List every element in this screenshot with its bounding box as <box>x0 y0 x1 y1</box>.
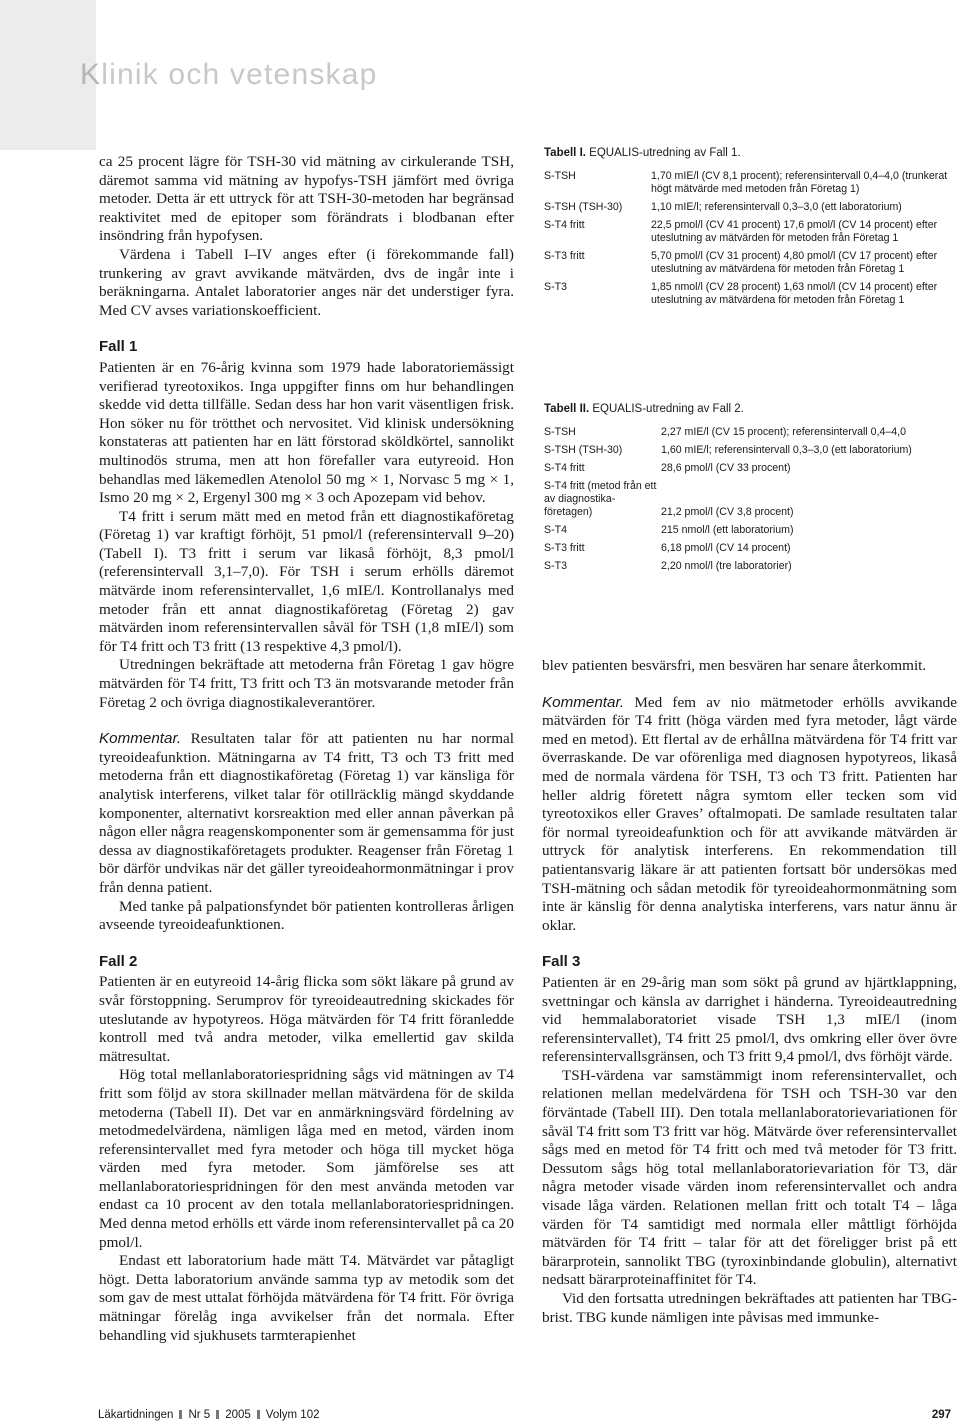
paragraph: Hög total mellanlaboratoriespridning sågs vid mätningen av T4 fritt som följd av stora skillnader mellan mätvärdena för de skilda metoderna (Tabell II). Det var en anmärkningsvärd fördelning av metodmedelvärdena, nämligen låga med en metod, värden inom referensintervallet med fyra metoder och höga till mycket höga värden med fyra metoder. Som jämförelse ses att mellanlaboratoriespridningen för den mest använda metoden var endast ca 10 procent av den totala mellanlaboratoriespridningen. Med denna metod erhölls ett värde inom referensintervallet på ca 20 pmol/l. <box>99 1066 514 1251</box>
right-column <box>542 657 957 1327</box>
table-row <box>544 219 954 245</box>
paragraph: Endast ett laboratorium hade mätt T4. Mätvärdet var påtagligt högt. Detta laboratorium använde samma typ av metodik som det som gav de mest uttalat förhöjda mätvärdena för T4 fritt. För övriga mätningar förelåg inga avvikelser från det normala. Efter behandling vid sjukhusets tarmterapienhet <box>99 1252 514 1344</box>
kommentar-label: Kommentar. <box>99 730 182 748</box>
table-key: S-TSH (TSH-30) <box>544 201 623 213</box>
kommentar-label: Kommentar. <box>542 693 625 711</box>
paragraph: Patienten är en 29-årig man som sökt på grund av hjärtklappning, svettningar och känsla av darrighet i händerna. Tyreoideautredning vid hemmalaboratoriet visade TSH 1,3 mIE/l (inom referensintervallet), T4 fritt 25 pmol/l, dvs omkring eller över övre referensintervallsgränsen, och T3 fritt 9,4 pmol/l, dvs förhöjt värde. <box>542 973 957 1066</box>
table-row <box>544 170 954 196</box>
table-key: S-T3 fritt <box>544 250 585 262</box>
table-row <box>544 250 954 276</box>
separator <box>179 1410 182 1419</box>
kommentar-text: Resultaten talar för att patienten nu har normal tyreoideafunktion. Mätningarna av T4 fritt, T3 och T3 fritt med metoderna från ett diagnostikaföretag (Företag 1) var känsliga för analytisk interferens, vilket talar för otillräcklig mängd skyddande komponenter, alternativt korsreaktion med eller annan påverkan på någon eller några reagenskomponenter som är gemensamma för just dessa av diagnostikaföretagets produkter. Reagenser från Företag 1 bör därför undvikas när det gäller tyreoideahormonmätningar i prov från denna patient. <box>99 730 514 896</box>
table-key: S-T4 <box>544 524 567 536</box>
paragraph: Värdena i Tabell I–IV anges efter (i förekommande fall) trunkering av gravt avvikande mätvärden, dvs de ingår inte i beräkningarna. Antalet laboratorier anges när det understiger fyra. Med CV avses variationskoefficient. <box>99 245 514 319</box>
table-value: 1,10 mIE/l; referensintervall 0,3–3,0 (ett laboratorium) <box>651 201 902 213</box>
table-key: S-T3 <box>544 560 567 572</box>
table-key: S-T3 fritt <box>544 542 585 554</box>
table-value: 1,85 nmol/l (CV 28 procent) 1,63 nmol/l (CV 14 procent) efter uteslutning av mätvärdena för metoden från Företag 1 <box>651 281 938 306</box>
table-caption-label: Tabell II. <box>544 403 590 415</box>
journal-name: Läkartidningen <box>98 1409 174 1421</box>
section-title <box>80 58 378 92</box>
table-value: 2,20 nmol/l (tre laboratorier) <box>661 560 792 572</box>
volume: Volym 102 <box>265 1409 320 1421</box>
table-key: S-TSH (TSH-30) <box>544 444 623 456</box>
left-column <box>99 153 514 1345</box>
paragraph: Vid den fortsatta utredningen bekräftades att patienten har TBG-brist. TBG kunde nämligen inte påvisas med immunke- <box>542 1290 957 1326</box>
table-row <box>544 201 954 214</box>
paragraph-kommentar <box>99 730 514 897</box>
table-key: S-T4 fritt (metod från ett av diagnostika-företagen) <box>544 480 657 518</box>
table-value: 1,60 mIE/l; referensintervall 0,3–3,0 (ett laboratorium) <box>661 444 912 456</box>
table-row <box>544 560 954 573</box>
paragraph-kommentar <box>542 694 957 936</box>
table-key: S-TSH <box>544 170 576 182</box>
table-value: 28,6 pmol/l (CV 33 procent) <box>661 462 791 474</box>
table-2 <box>544 403 954 578</box>
table-key: S-T3 <box>544 281 567 293</box>
paragraph: ca 25 procent lägre för TSH-30 vid mätning av cirkulerande TSH, däremot samma vid mätning av hypofys-TSH jämfört med övriga metoder. Detta är ett uttryck för att TSH-30-metoden har begränsad reaktivitet med de epitoper som förändrats i blodbanan efter insöndring från hypofysen. <box>99 153 514 245</box>
year: 2005 <box>225 1409 251 1421</box>
table-value: 5,70 pmol/l (CV 31 procent) 4,80 pmol/l (CV 17 procent) efter uteslutning av mätvärdena för metoden från Företag 1 <box>651 250 938 275</box>
kommentar-text: Med fem av nio mätmetoder erhölls avvikande mätvärden för T4 fritt (höga värden med fyra metoder, lågt värde med en metod). Ett flertal av de erhållna mätvärdena för T4 fritt var överraskande. De var oförenliga med diagnosen hypotyreos, likaså med de normala värdena för TSH, T3 och T3 fritt. Patienten har heller aldrig företett några symtom eller tecken som vid tyreotoxikos eller Graves’ oftalmopati. De samlade resultaten talar för normal tyreoideafunktion och för att avvikande mätvärden är uttryck för analytisk interferens. En rekommendation till patientansvarig läkare är att patienten fortsatt bör undersökas med TSH-mätning och sådan metodik för tyreoideahormonmätning som inte är känslig för denna analytiska interferens, vars natur ännu är oklar. <box>542 693 957 934</box>
paragraph: Patienten är en eutyreoid 14-årig flicka som sökt läkare på grund av svår förstoppning. Serumprov för tyreoideautredning skickades för uteslutande av hypotyreos. Höga mätvärden för T4 fritt föranledde kontroll med två andra metoder, vilka emellertid gav skilda mätresultat. <box>99 973 514 1065</box>
section-title-rest: linik och vetenskap <box>101 58 378 91</box>
separator <box>257 1410 260 1419</box>
table-1 <box>544 147 954 312</box>
table-row <box>544 281 954 307</box>
table-key: S-T4 fritt <box>544 462 585 474</box>
table-value: 1,70 mIE/l (CV 8,1 procent); referensintervall 0,4–4,0 (trunkerat högt mätvärde med metoden från Företag 1) <box>651 170 948 195</box>
heading-fall-1: Fall 1 <box>99 338 138 356</box>
table-caption-text: EQUALIS-utredning av Fall 1. <box>585 147 741 159</box>
table-value: 2,27 mIE/l (CV 15 procent); referensintervall 0,4–4,0 <box>661 426 906 438</box>
table-caption-text: EQUALIS-utredning av Fall 2. <box>589 403 744 415</box>
section-title-initial: K <box>80 58 102 91</box>
table-row <box>544 524 954 537</box>
table-value: 21,2 pmol/l (CV 3,8 procent) <box>661 506 794 518</box>
heading-fall-2: Fall 2 <box>99 952 138 970</box>
table-caption <box>544 147 954 160</box>
issue-number: Nr 5 <box>188 1409 211 1421</box>
table-caption-label: Tabell I. <box>544 147 586 159</box>
table-row <box>544 462 954 475</box>
table-value: 215 nmol/l (ett laboratorium) <box>661 524 794 536</box>
paragraph: T4 fritt i serum mätt med en metod från ett diagnostikaföretag (Företag 1) var kraftigt förhöjt, 51 pmol/l (referensintervall 9–20) (Tabell I). T3 fritt i serum var likaså förhöjt, 8,3 pmol/l (referensintervall 3,1–7,0). För TSH i serum erhölls däremot mätvärde inom referensintervallet, 1,6 mIE/l. Kontrollanalys med metoder från ett annat diagnostikaföretag (Företag 2) gav mätvärden inom referensintervallen såväl för TSH (1,8 mIE/l) som för T4 fritt och T3 fritt (13 respektive 4,3 pmol/l). <box>99 507 514 655</box>
table-row <box>544 444 954 457</box>
table-caption <box>544 403 954 416</box>
paragraph: Med tanke på palpationsfyndet bör patienten kontrolleras årligen avseende tyreoideafunktionen. <box>99 897 514 934</box>
table-value: 6,18 pmol/l (CV 14 procent) <box>661 542 791 554</box>
table-key: S-T4 fritt <box>544 219 585 231</box>
paragraph: TSH-värdena var samstämmigt inom referensintervallet, och relationen mellan medelvärdena för TSH och TSH-30 var den förväntade (Tabell III). Den totala mellanlaboratorievariationen för såväl T4 fritt som T3 fritt var hög. Mätvärde över referensintervallet sågs med en metod för T4 fritt och med två metoder för T3 fritt. Dessutom sågs hög total mellanlaboratorievariation för T3, där några metoder visade värden inom referensintervallet och andra visade låga värden. Relationen mellan fritt och totalt T4 – låga värden för T4 samtidigt med normala eller måttligt förhöjda mätvärden för T4 fritt – talar för att det föreligger brist på ett bärarprotein, sannolikt TBG (tyroxinbindande globulin), alternativt nedsatt bärarproteinaffinitet för T4. <box>542 1066 957 1289</box>
footer-journal-info <box>98 1409 319 1421</box>
paragraph: Utredningen bekräftade att metoderna från Företag 1 gav högre mätvärden för T4 fritt, T3 fritt och T3 än motsvarande metoder från Företag 2 och övriga diagnostikaleverantörer. <box>99 656 514 711</box>
table-row <box>544 480 954 519</box>
table-row <box>544 426 954 439</box>
paragraph: Patienten är en 76-årig kvinna som 1979 hade laboratoriemässigt verifierad tyreotoxikos. Inga uppgifter finns om hur behandlingen skedde vid detta tillfälle. Sedan dess har hon varit väsentligen frisk. Hon söker nu för trötthet och nervositet. Vid klinisk undersökning konstateras att patienten har en lätt förstorad sköldkörtel, sannolikt multinodös struma, men att hon förefaller vara eutyreoid. Hon behandlas med läkemedlen Atenolol 50 mg × 1, Norvasc 5 mg × 1, Ismo 20 mg × 2, Ergenyl 300 mg × 3 och Apozepam vid behov. <box>99 358 514 507</box>
table-row <box>544 542 954 555</box>
table-value: 22,5 pmol/l (CV 41 procent) 17,6 pmol/l (CV 14 procent) efter uteslutning av mätvärden för metoden från Företag 1 <box>651 219 938 244</box>
table-key: S-TSH <box>544 426 576 438</box>
separator <box>216 1410 219 1419</box>
page-number: 297 <box>931 1409 951 1421</box>
heading-fall-3: Fall 3 <box>542 953 581 971</box>
paragraph: blev patienten besvärsfri, men besvären har senare återkommit. <box>542 657 927 674</box>
